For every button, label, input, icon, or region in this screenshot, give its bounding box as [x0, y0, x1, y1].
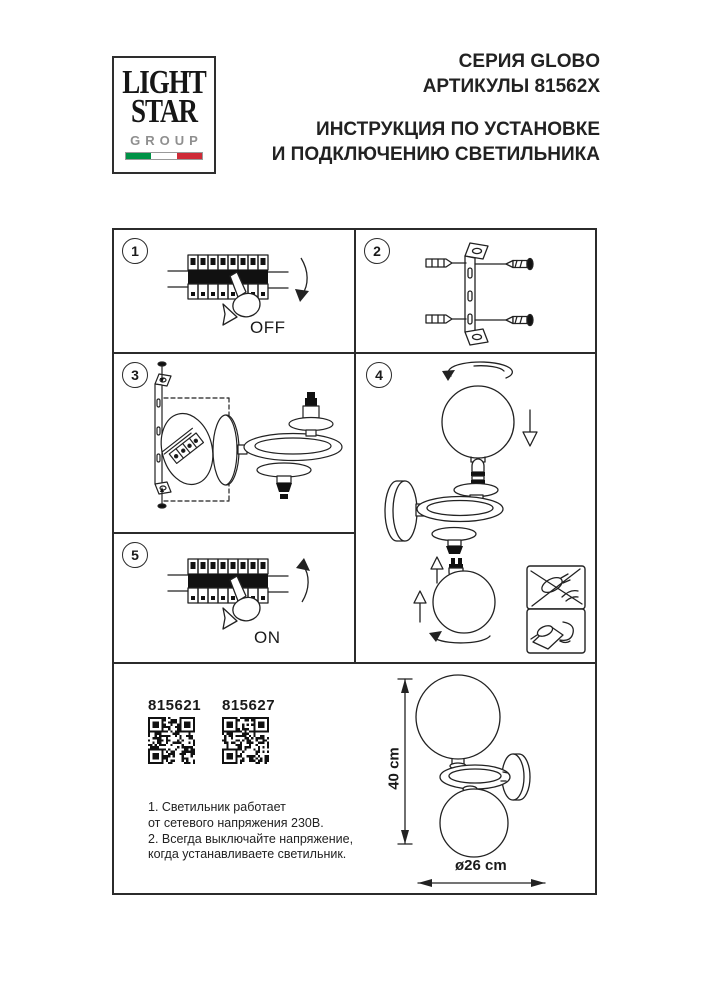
steps-grid	[112, 228, 597, 895]
article-code-label: 815627	[222, 697, 276, 714]
screw-icon	[475, 315, 533, 326]
step-2-panel	[356, 230, 595, 352]
lamp-holder-icon	[257, 463, 311, 499]
step-number-badge: 2	[364, 238, 390, 264]
flag-green-segment	[126, 153, 151, 159]
step-5-panel	[114, 534, 354, 662]
lightstar-logo	[112, 56, 216, 174]
arrow-up-icon	[431, 557, 443, 583]
instruction-title-line1: ИНСТРУКЦИЯ ПО УСТАНОВКЕ	[316, 119, 600, 140]
qr-code	[222, 717, 269, 764]
globe-assembly-diagram	[356, 354, 595, 662]
step-number-badge: 1	[122, 238, 148, 264]
circuit-breaker-on-diagram	[114, 534, 354, 662]
height-dimension-label: 40 cm	[385, 747, 403, 790]
height-dimension-line	[398, 679, 412, 844]
note-line: от сетевого напряжения 230В.	[148, 815, 324, 830]
mounting-bracket-diagram	[356, 230, 595, 352]
logo-word-star: STAR	[130, 92, 198, 130]
note-line: когда устанавливаете светильник.	[148, 847, 347, 862]
wall-anchor-icon	[426, 259, 452, 267]
rotate-arrow-icon	[442, 362, 512, 381]
step-4-panel	[356, 354, 595, 662]
instruction-title	[272, 117, 600, 167]
arrow-down-icon	[523, 410, 537, 446]
product-notes	[148, 800, 353, 863]
arrow-up-icon	[414, 591, 426, 622]
step-1-panel	[114, 230, 354, 352]
warning-use-cloth-icon	[527, 609, 585, 653]
instruction-title-line2: И ПОДКЛЮЧЕНИЮ СВЕТИЛЬНИКА	[271, 144, 600, 165]
diameter-dimension-line	[418, 879, 545, 887]
logo-word-light: LIGHT	[122, 63, 206, 101]
flag-white-segment	[151, 153, 176, 159]
lamp-holder-icon	[289, 392, 333, 436]
step-number-badge: 3	[122, 362, 148, 388]
step-number-badge: 4	[366, 362, 392, 388]
wall-anchor-icon	[426, 315, 452, 323]
italy-flag-stripe	[125, 152, 203, 160]
note-line: 1. Светильник работает	[148, 800, 286, 814]
step-3-panel	[114, 354, 354, 532]
note-line: 2. Всегда выключайте напряжение,	[148, 831, 354, 846]
arrow-up-icon	[296, 558, 310, 602]
off-label: OFF	[250, 318, 286, 337]
warning-no-bare-hands-icon	[527, 566, 585, 609]
bulb-icon	[471, 459, 485, 485]
flag-red-segment	[177, 153, 202, 159]
series-title: СЕРИЯ GLOBO	[458, 51, 600, 72]
dimension-diagram	[372, 668, 572, 893]
screw-icon	[475, 259, 533, 270]
articles-title: АРТИКУЛЫ 81562X	[422, 76, 600, 97]
arrow-down-icon	[295, 258, 309, 302]
circuit-breaker-off-diagram	[114, 230, 354, 352]
article-code-label: 815621	[148, 697, 202, 714]
wall-mount-wiring-diagram	[114, 354, 354, 532]
product-info-panel	[114, 664, 595, 893]
logo-word-group: GROUP	[130, 133, 203, 148]
diameter-dimension-label: ø26 cm	[455, 857, 507, 874]
qr-code	[148, 717, 195, 764]
series-header	[423, 49, 600, 99]
on-label: ON	[254, 628, 281, 647]
step-number-badge: 5	[122, 542, 148, 568]
